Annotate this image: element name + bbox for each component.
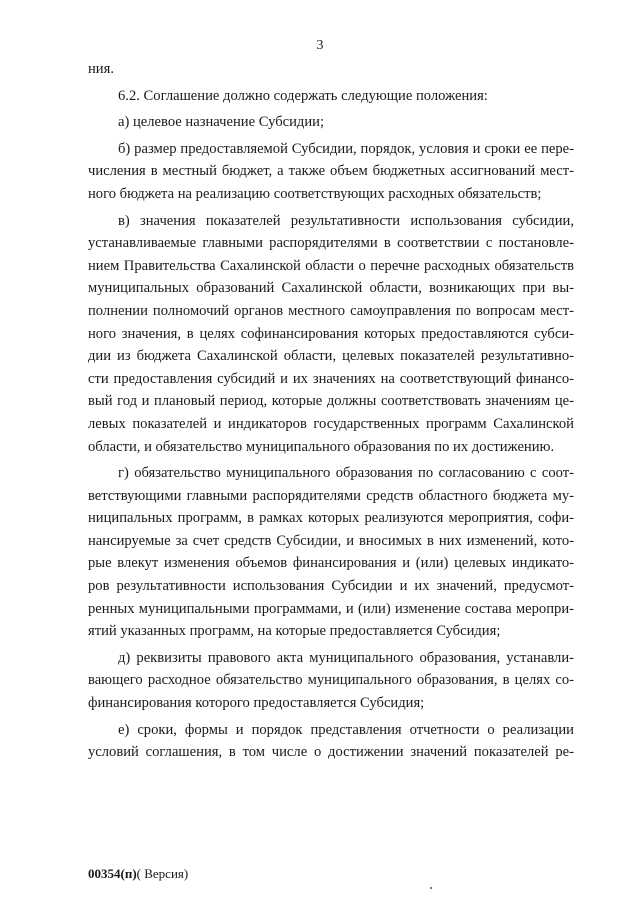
text-line: левых показателей и индикаторов государственных программ Сахалинской: [88, 415, 574, 432]
text-line: рые влекут изменения объемов финансирования и (или) целевых индикато-: [88, 555, 574, 572]
text-line: д) реквизиты правового акта муниципального образования, устанавли-: [118, 649, 574, 666]
text-line: муниципальных образований Сахалинской области, возникающих при вы-: [88, 280, 574, 297]
document-code: 00354(п): [88, 866, 137, 881]
text-line: е) сроки, формы и порядок представления отчетности о реализации: [118, 721, 574, 738]
text-line: условий соглашения, в том числе о достижении значений показателей ре-: [88, 744, 574, 761]
text-line: ного бюджета на реализацию соответствующих расходных обязательств;: [88, 185, 542, 202]
text-line: ния.: [88, 61, 114, 77]
text-line: нансируемые за счет средств Субсидии, и вносимых в них изменений, кото-: [88, 532, 574, 549]
text-line: устанавливаемые главными распорядителями в соответствии с постановле-: [88, 235, 574, 252]
text-line: дии из бюджета Сахалинской области, целевых показателей результативно-: [88, 348, 574, 365]
text-line: ветствующими главными распорядителями средств областного бюджета му-: [88, 487, 574, 504]
text-line: числения в местный бюджет, а также объем бюджетных ассигнований мест-: [88, 163, 574, 180]
text-line: в) значения показателей результативности использования субсидии,: [118, 212, 574, 229]
text-line: сти предоставления субсидий и их значениях на соответствующий финансо-: [88, 370, 574, 387]
text-line: г) обязательство муниципального образования по согласованию с соот-: [118, 465, 574, 482]
text-line: полнении полномочий органов местного самоуправления по вопросам мест-: [88, 302, 574, 319]
page-number: 3: [316, 38, 324, 53]
text-line: ного значения, в целях софинансирования которых предоставляются субси-: [88, 325, 574, 342]
text-line: ренных муниципальными программами, и (или) изменение состава меропри-: [88, 600, 574, 617]
text-line: ниципальных программ, в рамках которых реализуются мероприятия, софи-: [88, 510, 574, 527]
text-line: области, и обязательство муниципального образования по их достижению.: [88, 438, 555, 455]
scan-speck: [430, 887, 432, 889]
version-label: ( Версия): [136, 866, 189, 881]
text-line: вающего расходное обязательство муниципального образования, в целях со-: [88, 672, 574, 689]
text-line: ятий указанных программ, на которые предоставляется Субсидия;: [88, 623, 501, 640]
text-line: а) целевое назначение Субсидии;: [118, 114, 325, 131]
document-footer: [88, 866, 188, 882]
text-line: 6.2. Соглашение должно содержать следующие положения:: [118, 87, 488, 104]
text-line: вый год и плановый период, которые должны соответствовать значениям це-: [88, 393, 574, 410]
text-line: финансирования которого предоставляется Субсидия;: [88, 695, 425, 712]
document-body: [88, 58, 574, 764]
text-line: ров результативности использования Субсидии и их значений, предусмот-: [88, 578, 574, 595]
text-line: нием Правительства Сахалинской области о перечне расходных обязательств: [88, 257, 574, 274]
text-line: б) размер предоставляемой Субсидии, порядок, условия и сроки ее пере-: [118, 140, 574, 157]
